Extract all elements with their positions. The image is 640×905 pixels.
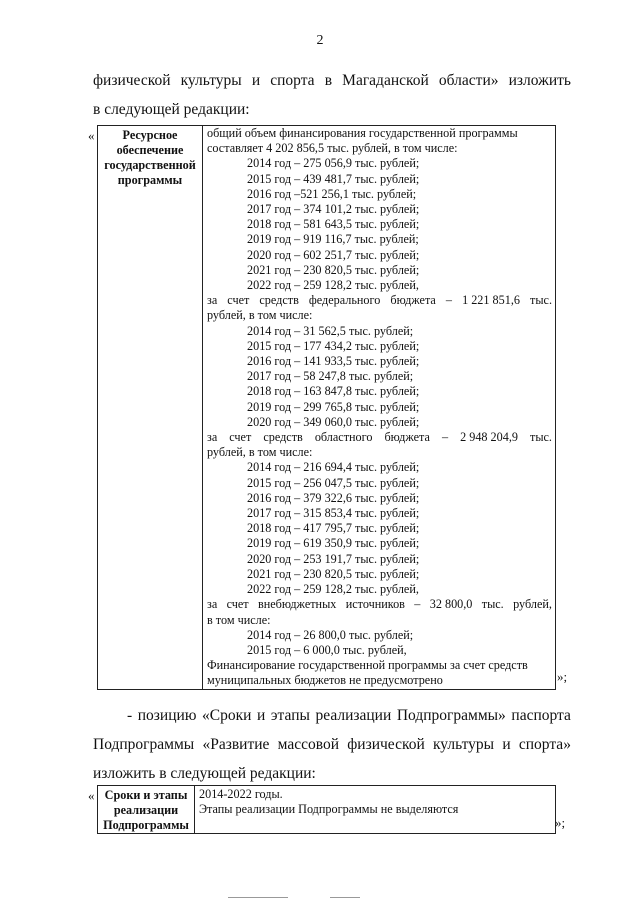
word: федерального: [308, 293, 381, 308]
year-line: 2019 год – 919 116,7 тыс. рублей;: [247, 232, 419, 247]
year-line: 2019 год – 619 350,9 тыс. рублей;: [247, 536, 420, 551]
resource-table: [97, 125, 556, 690]
word: счет: [229, 430, 252, 445]
word: бюджета: [390, 293, 436, 308]
year-line: 2016 год – 379 322,6 тыс. рублей;: [247, 490, 420, 505]
label-line: реализации: [113, 803, 179, 817]
word: в: [324, 72, 333, 89]
total-line-2: составляет 4 202 856,5 тыс. рублей, в том числе:: [207, 141, 458, 156]
word: тыс.: [530, 293, 552, 308]
label-line: обеспечение: [116, 143, 184, 157]
stages-content-cell: [195, 786, 556, 834]
word: этапы: [270, 707, 310, 724]
word: культуры: [180, 72, 242, 89]
word: –: [445, 293, 452, 308]
word: средств: [259, 293, 299, 308]
municipal-line-1: Финансирование государственной программы за счет средств: [207, 658, 528, 673]
word: физической: [93, 72, 171, 89]
regional-line-2: рублей, в том числе:: [207, 445, 313, 460]
word: за: [207, 430, 218, 445]
extra-line-2: в том числе:: [207, 612, 271, 627]
year-line: 2014 год – 216 694,4 тыс. рублей;: [247, 460, 420, 475]
word: тыс.: [481, 597, 504, 612]
word: реализации: [315, 707, 392, 724]
para2-line-2: [93, 730, 571, 759]
word: культуры: [433, 736, 495, 753]
municipal-line-2: муниципальных бюджетов не предусмотрено: [207, 673, 443, 688]
word: «Развитие: [202, 736, 270, 753]
label-line: Ресурсное: [122, 128, 178, 142]
word: бюджета: [384, 430, 430, 445]
word: тыс.: [530, 430, 552, 445]
year-line: 2018 год – 163 847,8 тыс. рублей;: [247, 384, 420, 399]
para2-line-3: изложить в следующей редакции:: [93, 765, 316, 782]
word: –: [441, 430, 449, 445]
year-line: 2018 год – 581 643,5 тыс. рублей;: [247, 217, 420, 232]
year-line: 2016 год – 141 933,5 тыс. рублей;: [247, 354, 420, 369]
year-line: 2015 год – 439 481,7 тыс. рублей;: [247, 171, 420, 186]
word: спорта»: [518, 736, 571, 753]
word: счет: [226, 597, 249, 612]
intro-paragraph: [93, 66, 571, 124]
opening-quote: «: [88, 128, 95, 143]
stages-table: [97, 785, 556, 834]
resource-label-cell: [98, 126, 203, 690]
stages-line-2: Этапы реализации Подпрограммы не выделяются: [199, 802, 459, 817]
federal-years-list: [207, 324, 552, 430]
year-line: 2017 год – 374 101,2 тыс. рублей;: [247, 202, 420, 217]
word: физической: [347, 736, 425, 753]
word: внебюджетных: [257, 597, 337, 612]
word: счет: [227, 293, 250, 308]
word: областного: [314, 430, 373, 445]
year-line: 2014 год – 31 562,5 тыс. рублей;: [247, 323, 414, 338]
year-line: 2015 год – 6 000,0 тыс. рублей,: [247, 642, 407, 657]
word: и: [502, 736, 511, 753]
label-line: государственной: [104, 158, 196, 172]
opening-quote-2: «: [88, 788, 95, 803]
total-years-list: [207, 156, 552, 293]
intro-line-1: [93, 66, 571, 95]
word: «Сроки: [202, 707, 252, 724]
closing-quote: »;: [557, 669, 568, 684]
label-line: Подпрограммы: [103, 818, 189, 832]
total-line-1: общий объем финансирования государственной программы: [207, 126, 518, 140]
word: -: [127, 707, 133, 724]
year-line: 2021 год – 230 820,5 тыс. рублей;: [247, 566, 420, 581]
word: области»: [438, 72, 499, 89]
word: за: [207, 597, 218, 612]
page-number: 2: [316, 33, 324, 48]
subprogram-paragraph: [93, 701, 571, 788]
year-line: 2022 год – 259 128,2 тыс. рублей,: [247, 582, 419, 597]
word: Подпрограммы: [93, 736, 195, 753]
stages-line-1: 2014-2022 годы.: [199, 787, 283, 801]
resource-content-cell: [203, 126, 556, 690]
word: и: [251, 72, 261, 89]
word: 2 948 204,9: [460, 430, 518, 445]
word: источников: [345, 597, 405, 612]
intro-line-2: в следующей редакции:: [93, 101, 250, 118]
year-line: 2017 год – 58 247,8 тыс. рублей;: [247, 369, 414, 384]
word: за: [207, 293, 218, 308]
year-line: 2020 год – 253 191,7 тыс. рублей;: [247, 551, 420, 566]
extra-line-1: [207, 597, 552, 612]
word: паспорта: [511, 707, 571, 724]
year-line: 2016 год –521 256,1 тыс. рублей;: [247, 186, 417, 201]
footer-rule-right: [330, 897, 360, 898]
year-line: 2020 год – 349 060,0 тыс. рублей;: [247, 414, 420, 429]
year-line: 2015 год – 256 047,5 тыс. рублей;: [247, 475, 420, 490]
regional-years-list: [207, 460, 552, 597]
para2-line-1: [93, 701, 571, 730]
stages-label-cell: [98, 786, 195, 834]
footer-rule-left: [228, 897, 288, 898]
word: 1 221 851,6: [462, 293, 520, 308]
word: рублей,: [513, 597, 552, 612]
closing-quote-2: »;: [555, 815, 566, 830]
label-line: Сроки и этапы: [104, 788, 188, 802]
word: –: [414, 597, 421, 612]
federal-line-2: рублей, в том числе:: [207, 308, 313, 323]
label-line: программы: [117, 173, 183, 187]
word: позицию: [137, 707, 197, 724]
word: Магаданской: [342, 72, 429, 89]
year-line: 2020 год – 602 251,7 тыс. рублей;: [247, 247, 420, 262]
word: 32 800,0: [429, 597, 473, 612]
federal-line-1: [207, 293, 552, 308]
year-line: 2019 год – 299 765,8 тыс. рублей;: [247, 399, 420, 414]
word: массовой: [277, 736, 339, 753]
word: Подпрограммы»: [396, 707, 506, 724]
word: и: [257, 707, 266, 724]
regional-line-1: [207, 430, 552, 445]
year-line: 2017 год – 315 853,4 тыс. рублей;: [247, 506, 420, 521]
word: средств: [263, 430, 303, 445]
year-line: 2021 год – 230 820,5 тыс. рублей;: [247, 262, 420, 277]
word: спорта: [270, 72, 315, 89]
extra-years-list: [207, 628, 552, 658]
year-line: 2022 год – 259 128,2 тыс. рублей,: [247, 278, 419, 293]
word: изложить: [508, 72, 571, 89]
year-line: 2018 год – 417 795,7 тыс. рублей;: [247, 521, 420, 536]
year-line: 2015 год – 177 434,2 тыс. рублей;: [247, 338, 420, 353]
year-line: 2014 год – 275 056,9 тыс. рублей;: [247, 156, 420, 171]
year-line: 2014 год – 26 800,0 тыс. рублей;: [247, 627, 414, 642]
